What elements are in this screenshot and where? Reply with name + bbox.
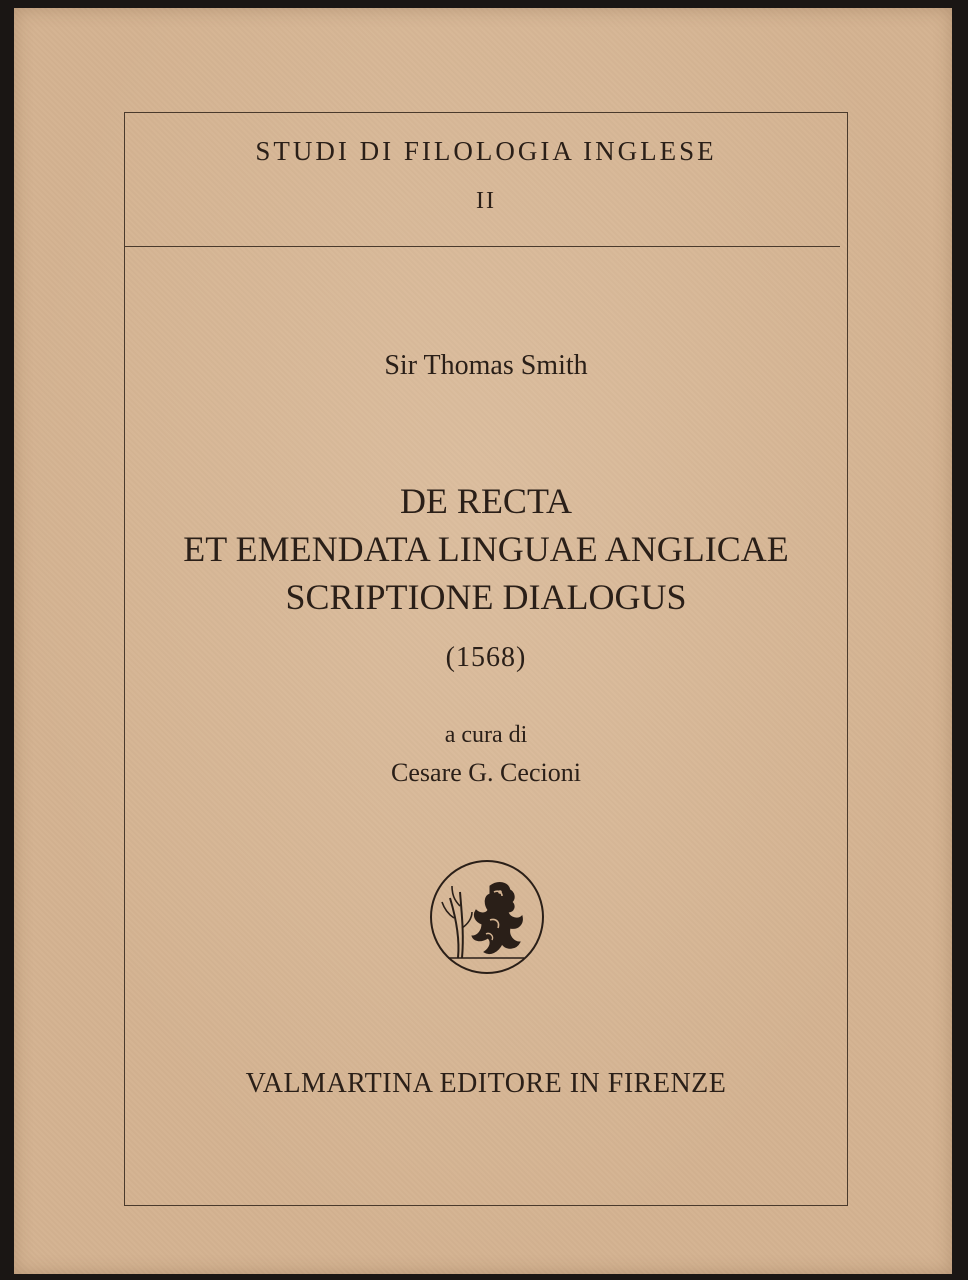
volume-number: II [476, 188, 496, 214]
book-title-line-2: ET EMENDATA LINGUAE ANGLICAE [183, 529, 789, 569]
series-divider [124, 246, 840, 247]
author: Sir Thomas Smith [384, 350, 588, 381]
editor-name: Cesare G. Cecioni [391, 758, 581, 787]
series-title: STUDI DI FILOLOGIA INGLESE [255, 136, 717, 166]
editor-label: a cura di [444, 722, 528, 748]
publisher: VALMARTINA EDITORE IN FIRENZE [245, 1068, 727, 1099]
book-title-line-1: DE RECTA [399, 481, 573, 521]
publication-year: (1568) [445, 642, 527, 673]
book-title-line-3: SCRIPTIONE DIALOGUS [285, 577, 687, 617]
lion-rampant-emblem-icon [428, 858, 546, 976]
